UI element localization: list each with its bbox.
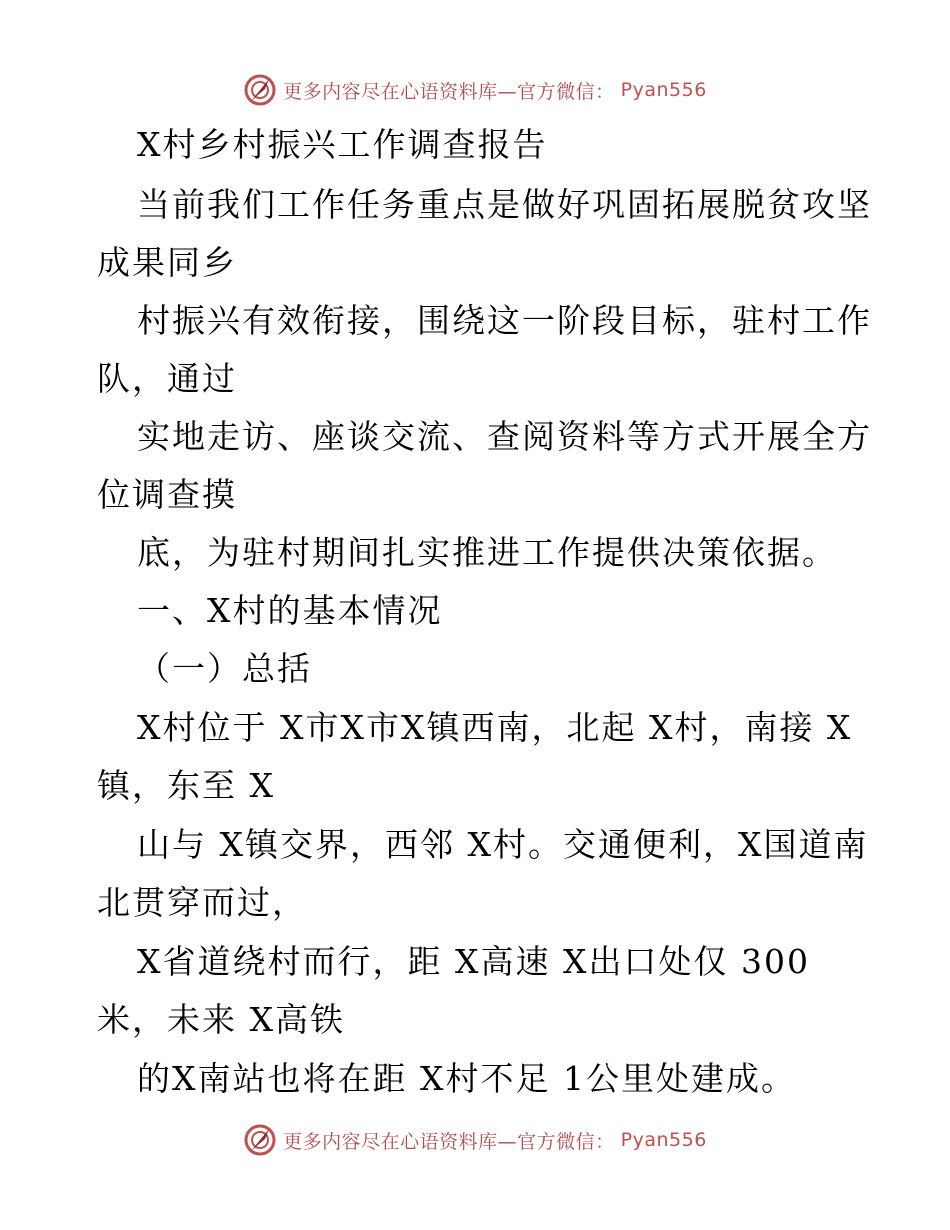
paragraph-line: 实地走访、座谈交流、查阅资料等方式开展全方 <box>137 417 872 456</box>
subsection-heading: （一）总括 <box>137 649 312 688</box>
paragraph-line: X省道绕村而行，距 X高速 X出口处仅 300 <box>137 942 810 981</box>
quill-logo-icon <box>243 73 277 107</box>
paragraph-line: 村振兴有效衔接，围绕这一阶段目标，驻村工作 <box>137 301 872 340</box>
paragraph-line: 北贯穿而过， <box>97 883 307 922</box>
header-banner <box>0 70 950 110</box>
wechat-id: Pyan556 <box>620 1129 707 1151</box>
document-title: X村乡村振兴工作调查报告 <box>137 125 548 164</box>
footer-banner <box>0 1120 950 1160</box>
banner-text: 更多内容尽在心语资料库—官方微信： <box>283 1130 615 1153</box>
paragraph-line: 成果同乡 <box>97 243 237 282</box>
paragraph-line: 米，未来 X高铁 <box>97 1000 345 1039</box>
quill-logo-icon <box>243 1123 277 1157</box>
paragraph-line: 底，为驻村期间扎实推进工作提供决策依据。 <box>137 533 837 572</box>
section-heading: 一、X村的基本情况 <box>137 591 443 630</box>
wechat-id: Pyan556 <box>620 79 707 101</box>
paragraph-line: X村位于 X市X市X镇西南，北起 X村，南接 X <box>137 708 853 747</box>
paragraph-line: 位调查摸 <box>97 475 237 514</box>
paragraph-line: 当前我们工作任务重点是做好巩固拓展脱贫攻坚 <box>137 185 872 224</box>
paragraph-line: 山与 X镇交界，西邻 X村。交通便利，X国道南 <box>137 825 869 864</box>
banner-text: 更多内容尽在心语资料库—官方微信： <box>283 80 615 103</box>
paragraph-line: 镇，东至 X <box>97 766 275 805</box>
paragraph-line: 队，通过 <box>97 359 237 398</box>
paragraph-line: 的X南站也将在距 X村不足 1公里处建成。 <box>137 1059 796 1098</box>
